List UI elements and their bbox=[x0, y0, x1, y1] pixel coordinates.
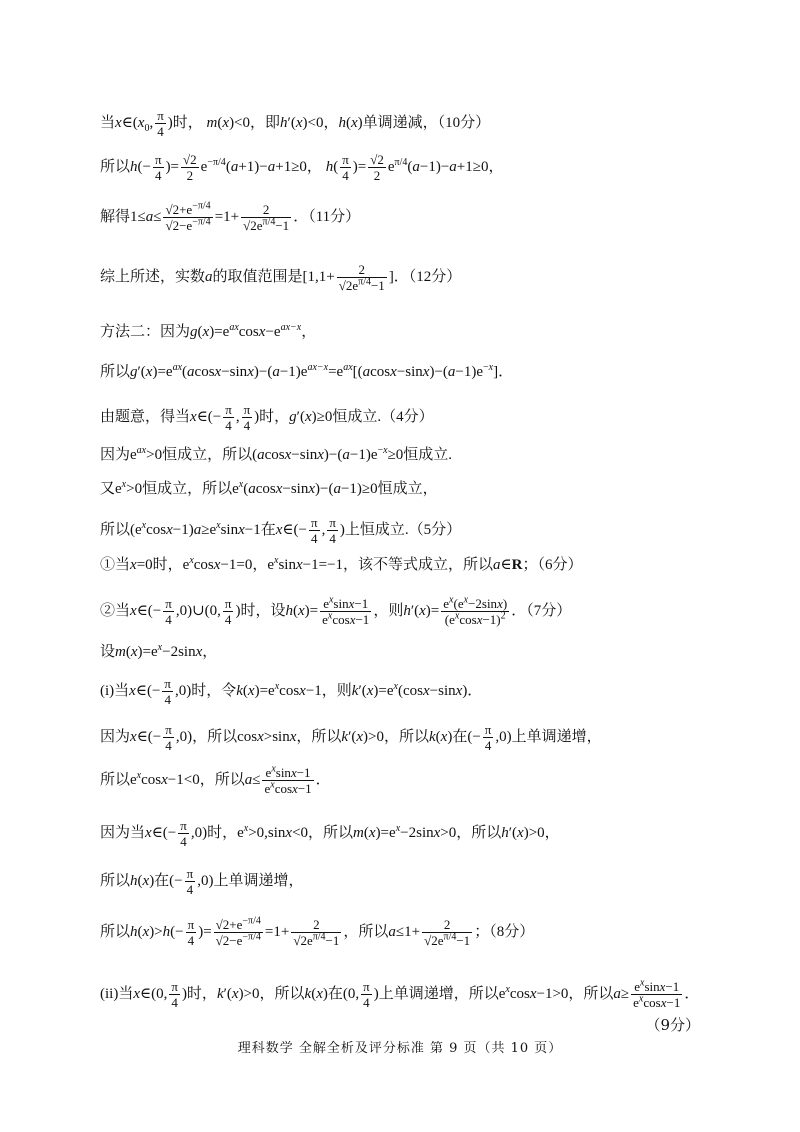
solution-line-16: 所以$e^x\cos x-1<0$，所以a≤ $\frac{e^x\sin x-1}{e^x\cos x-1}$ ． bbox=[100, 763, 331, 796]
solution-line-2: 所以h(− $\frac{\pi}{4}$ )= $\frac{√2}{2}$ $e^{-\pi/4}(a+1)-a+1\ge 0$， h( $\frac{\pi}{4}$ )= $\frac{√2}{2}$ $e^{\pi/4}(a-1)-a+1\ge 0$， bbox=[100, 152, 504, 183]
solution-line-5: 方法二：因为$g(x)=e^{ax}\cos x-e^{ax-x}$， bbox=[100, 322, 317, 340]
solution-line-18: 所以h(x)在(− $\frac{\pi}{4}$ ,0)上单调递增， bbox=[100, 866, 304, 897]
score-note: （9分） bbox=[645, 1016, 700, 1034]
solution-line-3: 解得1≤a≤ $\frac{√2+e^{-\pi/4}}{√2-e^{-\pi/4}}$ =1+ $\frac{2}{√2e^{\pi/4}-1}$ ．（11分） bbox=[100, 200, 361, 233]
solution-line-14: (i)当x∈(− $\frac{\pi}{4}$ ,0)时，令$k(x)=e^x\cos x-1$，则$k'(x)=e^x(\cos x-\sin x)$． bbox=[100, 676, 483, 707]
solution-line-20: (ii)当x∈(0, $\frac{\pi}{4}$ )时，k′(x)>0，所以k(x)在(0, $\frac{\pi}{4}$ )上单调递增，所以$e^x\cos x-1>0$，所以a≥ $\frac{e^x\sin x-1}{e^x\cos x-1}$ ． bbox=[100, 977, 700, 1010]
page-footer: 理科数学 全解全析及评分标准 第 9 页（共 10 页） bbox=[237, 1041, 563, 1056]
solution-line-7: 由题意，得当x∈(− $\frac{\pi}{4}$ , $\frac{\pi}{4}$ )时，g′(x)≥0恒成立.（4分） bbox=[100, 402, 434, 433]
solution-line-4: 综上所述，实数a的取值范围是[1,1+ $\frac{2}{√2e^{\pi/4}-1}$ ]．（12分） bbox=[100, 262, 462, 293]
solution-line-13: 设$m(x)=e^x-2\sin x$， bbox=[100, 642, 218, 660]
solution-line-6: 所以$g'(x)=e^{ax}(acosx-\sin x)-(a-1)e^{ax-x}=e^{ax}[(acosx-\sin x)-(a-1)e^{-x}]$． bbox=[100, 362, 514, 380]
solution-line-12: ②当x∈(− $\frac{\pi}{4}$ ,0)∪(0, $\frac{\pi}{4}$ )时，设h(x)= $\frac{e^x\sin x-1}{e^x\cos x-1}$ ，则h′(x)= $\frac{e^x(e^x-2\sin x)}{(e^x\cos x-1)^2}$ ．（7分） bbox=[100, 594, 572, 627]
solution-line-10: 所以$(e^x\cos x-1)a\ge e^x\sin x-1$在x∈(− $\frac{\pi}{4}$ , $\frac{\pi}{4}$ )上恒成立.（5分） bbox=[100, 515, 462, 546]
solution-line-1: 当$x\in(x_0$, $\frac{\pi}{4}$ )时， m(x)<0，即h′(x)<0，h(x)单调递减，（10分） bbox=[100, 108, 491, 139]
solution-line-9: 又$e^x>0$恒成立，所以$e^x(acosx-\sin x)-(a-1)\ge 0$恒成立， bbox=[100, 479, 438, 497]
solution-line-17: 因为当x∈(− $\frac{\pi}{4}$ ,0)时，$e^x>0,\sin x<0$，所以$m(x)=e^x-2\sin x>0$，所以h′(x)>0， bbox=[100, 818, 560, 849]
solution-line-8: 因为$e^{ax}>0$恒成立，所以$(acosx-\sin x)-(a-1)e^{-x}\ge 0$恒成立. bbox=[100, 445, 453, 463]
solution-line-11: ①当x=0时，$e^x\cos x-1=0$，$e^x\sin x-1=-1$，该不等式成立，所以a∈R；（6分） bbox=[100, 555, 583, 573]
solution-line-15: 因为x∈(− $\frac{\pi}{4}$ ,0)，所以cosx>sinx，所以k′(x)>0，所以k(x)在(− $\frac{\pi}{4}$ ,0)上单调递增， bbox=[100, 722, 602, 753]
solution-line-19: 所以h(x)>h(− $\frac{\pi}{4}$ )= $\frac{√2+e^{-\pi/4}}{√2-e^{-\pi/4}}$ =1+ $\frac{2}{√2e^{\pi/4}-1}$ ，所以a≤1+ $\frac{2}{√2e^{\pi/4}-1}$ ；（8分） bbox=[100, 915, 535, 948]
